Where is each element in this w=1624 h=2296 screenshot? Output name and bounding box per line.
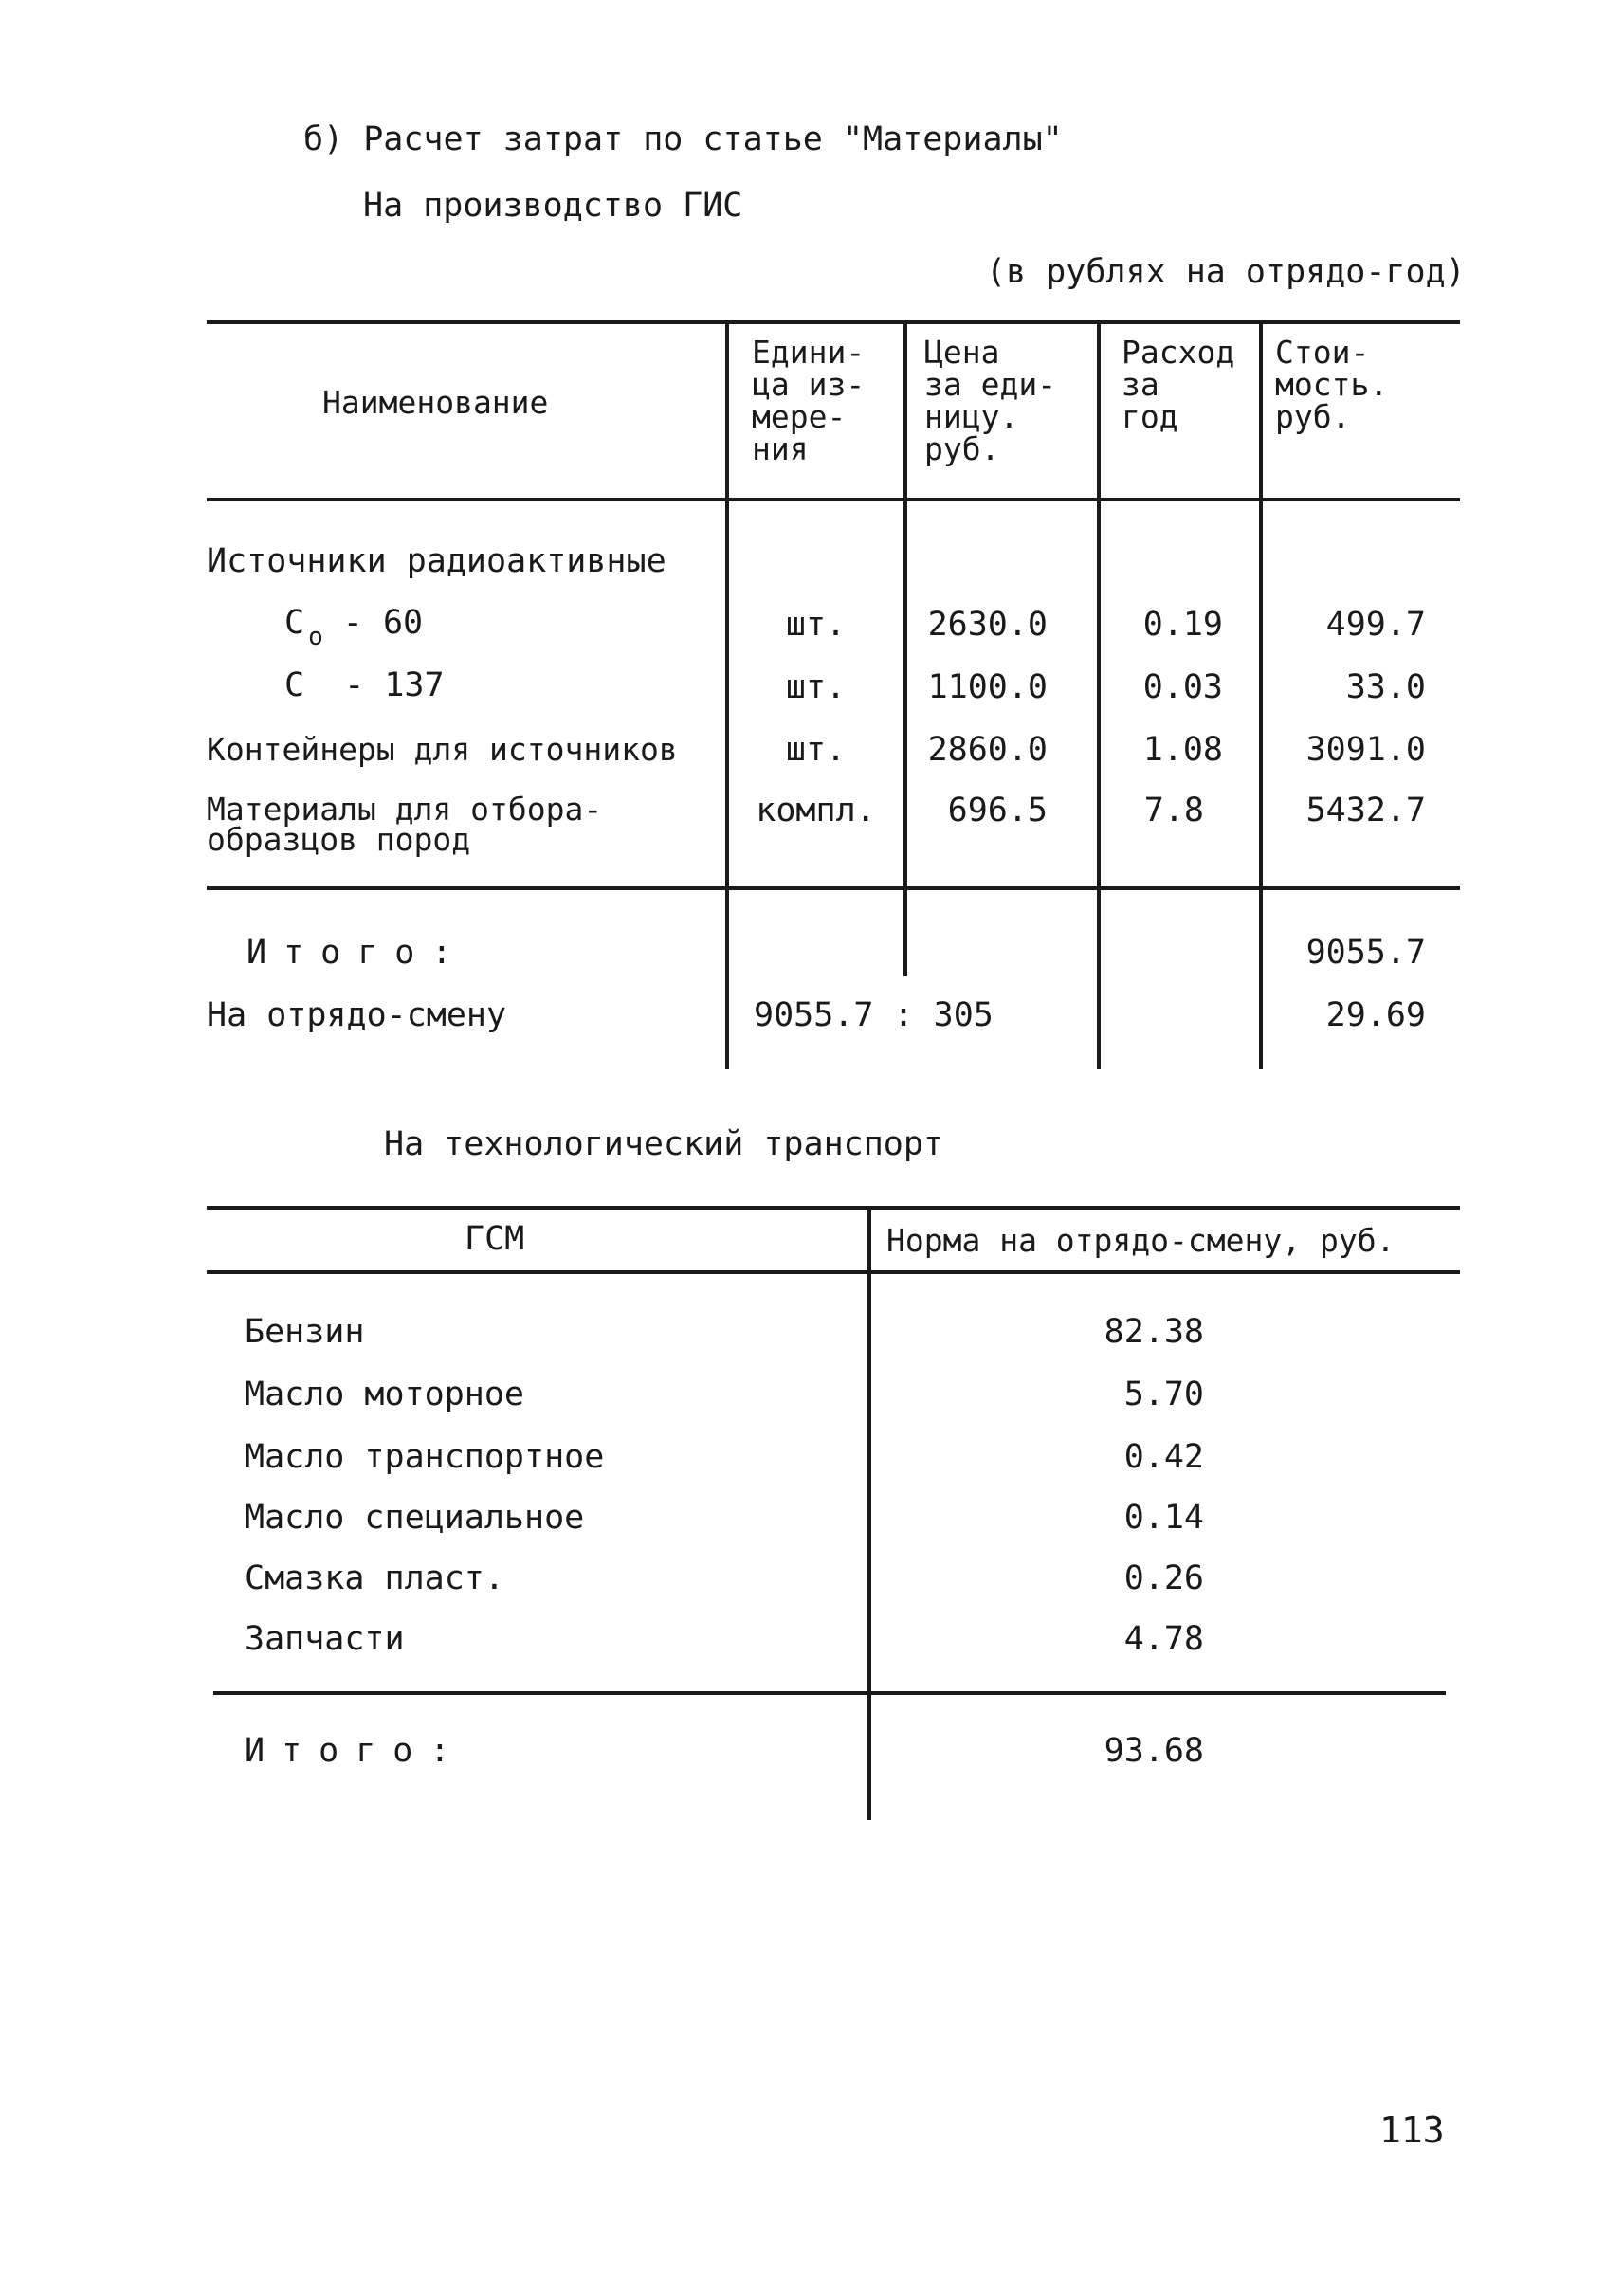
row-price: 2860.0 [927, 731, 1048, 769]
section-heading: б) Расчет затрат по статье "Материалы" [303, 120, 1063, 158]
row-usage: 0.19 [1142, 606, 1223, 644]
row-name: Масло специальное [245, 1499, 585, 1537]
row-name: Контейнеры для источников [207, 731, 678, 768]
row-name: Бензин [245, 1313, 365, 1351]
row-name: Материалы для отбора- образцов пород [207, 791, 603, 858]
page-number: 113 [1379, 2109, 1445, 2151]
header-usage: Расход за год [1122, 334, 1235, 435]
row-price: 2630.0 [927, 606, 1048, 644]
total-label: Итого: [246, 934, 469, 972]
section-subheading: На производство ГИС [363, 187, 743, 225]
row-value: 0.26 [1123, 1559, 1204, 1597]
row-value: 4.78 [1123, 1620, 1204, 1658]
header-price: Цена за еди- ницу. руб. [924, 334, 1057, 467]
row-usage: 1.08 [1142, 731, 1223, 769]
header-unit: Едини- ца из- мере- ния [752, 334, 866, 467]
header-cost: Стои- мость. руб. [1275, 334, 1389, 435]
row-name: C - 137 [284, 666, 445, 704]
row-usage: 0.03 [1142, 668, 1223, 706]
header-name: Наименование [322, 384, 549, 421]
per-shift-label: На отрядо-смену [207, 996, 507, 1034]
row-value: 82.38 [1104, 1313, 1204, 1351]
row-price: 1100.0 [927, 668, 1048, 706]
row-unit: шт. [785, 668, 847, 706]
row-value: 0.14 [1123, 1499, 1204, 1537]
row-cost: 3091.0 [1305, 731, 1426, 769]
per-shift-calc: 9055.7 : 305 [754, 996, 994, 1034]
per-shift-cost: 29.69 [1325, 996, 1426, 1034]
row-name: C $_o$ - 60 [284, 604, 424, 651]
header-fuel: ГСМ [465, 1220, 525, 1258]
units-note: (в рублях на отрядо-год) [986, 253, 1466, 291]
row-cost: 499.7 [1325, 606, 1426, 644]
row-unit: шт. [785, 731, 847, 769]
row-name: Масло моторное [245, 1376, 525, 1413]
row-value: 5.70 [1123, 1376, 1204, 1413]
row-value: 0.42 [1123, 1438, 1204, 1476]
total-cost: 9055.7 [1305, 934, 1426, 972]
row-cost: 5432.7 [1305, 792, 1426, 829]
total-value: 93.68 [1104, 1732, 1204, 1770]
row-unit: шт. [785, 606, 847, 644]
row-usage: 7.8 [1143, 792, 1204, 829]
row-cost: 33.0 [1345, 668, 1426, 706]
row-name: Масло транспортное [245, 1438, 605, 1476]
transport-heading: На технологический транспорт [384, 1125, 944, 1163]
total-label: Итого: [245, 1732, 467, 1770]
row-name: Запчасти [245, 1620, 405, 1658]
row-price: 696.5 [947, 792, 1048, 829]
row-unit: компл. [756, 792, 876, 829]
row-name: Смазка пласт. [245, 1559, 504, 1597]
group-title: Источники радиоактивные [207, 542, 666, 580]
header-norm: Норма на отрядо-смену, руб. [886, 1222, 1396, 1259]
